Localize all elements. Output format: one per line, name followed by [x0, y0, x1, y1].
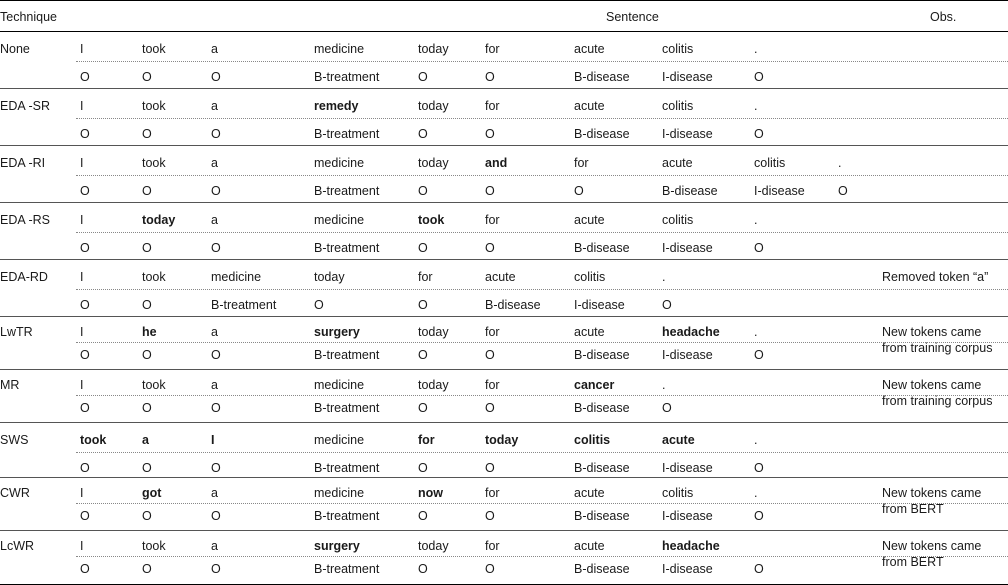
tag: B-treatment — [314, 461, 380, 475]
tag: B-disease — [574, 348, 630, 362]
token: now — [418, 486, 443, 500]
token: medicine — [314, 433, 365, 447]
tag: I-disease — [662, 70, 713, 84]
tag: B-treatment — [211, 298, 277, 312]
row-divider-dotted — [76, 61, 1008, 62]
token: took — [142, 156, 166, 170]
tag: O — [142, 298, 152, 312]
tag: O — [754, 509, 764, 523]
token: I — [80, 213, 84, 227]
token: . — [754, 99, 758, 113]
tag: I-disease — [662, 562, 713, 576]
tag: O — [418, 298, 428, 312]
tag: B-treatment — [314, 184, 380, 198]
tag: O — [80, 184, 90, 198]
technique-label: EDA -RI — [0, 156, 46, 170]
tag: O — [80, 127, 90, 141]
token: colitis — [754, 156, 786, 170]
token: for — [485, 42, 500, 56]
tag: O — [418, 241, 428, 255]
tag: O — [418, 70, 428, 84]
tag: O — [211, 348, 221, 362]
token: a — [211, 325, 218, 339]
tag: O — [80, 562, 90, 576]
token: a — [211, 42, 218, 56]
tag: O — [142, 348, 152, 362]
row-divider-dotted — [76, 289, 1008, 290]
tag: B-treatment — [314, 509, 380, 523]
tag: O — [754, 461, 764, 475]
row-divider — [0, 202, 1008, 203]
row-divider-dotted — [76, 452, 1008, 453]
obs-note: New tokens came from training corpus — [882, 325, 993, 355]
tag: O — [80, 298, 90, 312]
token: a — [211, 99, 218, 113]
token: acute — [485, 270, 516, 284]
tag: O — [485, 562, 495, 576]
tag: O — [485, 184, 495, 198]
tag: B-disease — [574, 461, 630, 475]
tag: B-disease — [574, 562, 630, 576]
token: I — [80, 270, 84, 284]
token: a — [211, 156, 218, 170]
tag: O — [838, 184, 848, 198]
token: surgery — [314, 539, 360, 553]
technique-label: LwTR — [0, 325, 33, 339]
tag: B-disease — [485, 298, 541, 312]
header-technique: Technique — [0, 10, 57, 24]
tag: B-treatment — [314, 348, 380, 362]
token: took — [142, 99, 166, 113]
row-divider — [0, 259, 1008, 260]
tag: O — [314, 298, 324, 312]
tag: O — [418, 401, 428, 415]
row-divider-dotted — [76, 175, 1008, 176]
tag: O — [211, 241, 221, 255]
tag: O — [142, 241, 152, 255]
tag: I-disease — [574, 298, 625, 312]
token: took — [142, 539, 166, 553]
row-divider — [0, 316, 1008, 317]
token: . — [662, 378, 666, 392]
token: colitis — [662, 99, 694, 113]
token: medicine — [314, 156, 365, 170]
token: colitis — [574, 270, 606, 284]
row-divider-dotted — [76, 395, 1008, 396]
tag: B-disease — [574, 127, 630, 141]
token: today — [418, 42, 449, 56]
token: . — [754, 325, 758, 339]
tag: B-disease — [574, 509, 630, 523]
token: for — [418, 433, 435, 447]
header-obs: Obs. — [930, 10, 957, 24]
token: colitis — [662, 213, 694, 227]
row-divider — [0, 145, 1008, 146]
tag: I-disease — [662, 348, 713, 362]
tag: O — [485, 241, 495, 255]
technique-label: EDA-RD — [0, 270, 48, 284]
token: and — [485, 156, 508, 170]
token: . — [838, 156, 842, 170]
tag: O — [142, 70, 152, 84]
technique-label: LcWR — [0, 539, 35, 553]
token: I — [80, 539, 84, 553]
tag: B-disease — [574, 241, 630, 255]
token: acute — [662, 433, 695, 447]
tag: O — [418, 184, 428, 198]
tag: O — [418, 127, 428, 141]
tag: I-disease — [754, 184, 805, 198]
token: medicine — [314, 213, 365, 227]
tag: O — [142, 562, 152, 576]
token: colitis — [662, 486, 694, 500]
token: took — [418, 213, 445, 227]
tag: O — [80, 509, 90, 523]
tag: B-treatment — [314, 241, 380, 255]
tag: O — [418, 348, 428, 362]
token: a — [211, 539, 218, 553]
tag: I-disease — [662, 241, 713, 255]
tag: B-treatment — [314, 70, 380, 84]
tag: O — [80, 348, 90, 362]
tag: I-disease — [662, 509, 713, 523]
obs-note: Removed token “a” — [882, 270, 989, 284]
tag: O — [485, 348, 495, 362]
tag: O — [485, 127, 495, 141]
tag: O — [211, 562, 221, 576]
technique-label: EDA -SR — [0, 99, 51, 113]
token: . — [754, 486, 758, 500]
row-divider — [0, 530, 1008, 531]
tag: O — [142, 401, 152, 415]
row-divider — [0, 369, 1008, 370]
token: I — [80, 486, 84, 500]
token: today — [418, 325, 449, 339]
token: for — [574, 156, 589, 170]
tag: O — [574, 184, 584, 198]
tag: B-treatment — [314, 562, 380, 576]
token: acute — [574, 99, 605, 113]
token: headache — [662, 325, 720, 339]
tag: O — [485, 509, 495, 523]
tag: O — [211, 184, 221, 198]
token: for — [485, 99, 500, 113]
row-divider — [0, 422, 1008, 423]
token: today — [485, 433, 519, 447]
tag: O — [211, 127, 221, 141]
token: medicine — [314, 378, 365, 392]
token: colitis — [662, 42, 694, 56]
token: today — [314, 270, 345, 284]
token: . — [662, 270, 666, 284]
token: today — [142, 213, 176, 227]
token: acute — [574, 213, 605, 227]
row-divider-dotted — [76, 342, 1008, 343]
token: acute — [574, 539, 605, 553]
token: took — [80, 433, 107, 447]
token: remedy — [314, 99, 359, 113]
token: headache — [662, 539, 720, 553]
row-divider-dotted — [76, 556, 1008, 557]
token: took — [142, 42, 166, 56]
token: for — [485, 378, 500, 392]
token: today — [418, 99, 449, 113]
tag: O — [211, 509, 221, 523]
tag: O — [754, 127, 764, 141]
token: a — [211, 486, 218, 500]
token: I — [80, 325, 84, 339]
row-divider-dotted — [76, 118, 1008, 119]
token: a — [211, 378, 218, 392]
tag: O — [142, 509, 152, 523]
token: medicine — [211, 270, 262, 284]
tag: O — [142, 461, 152, 475]
tag: O — [418, 509, 428, 523]
tag: O — [142, 127, 152, 141]
token: today — [418, 156, 449, 170]
token: medicine — [314, 42, 365, 56]
tag: O — [80, 461, 90, 475]
tag: O — [418, 461, 428, 475]
tag: O — [211, 401, 221, 415]
token: a — [211, 213, 218, 227]
tag: O — [485, 70, 495, 84]
token: acute — [574, 486, 605, 500]
token: acute — [574, 42, 605, 56]
tag: O — [211, 461, 221, 475]
obs-note: New tokens came from training corpus — [882, 378, 993, 408]
token: I — [80, 99, 84, 113]
token: for — [418, 270, 433, 284]
tag: O — [211, 70, 221, 84]
tag: O — [662, 298, 672, 312]
token: for — [485, 539, 500, 553]
technique-label: SWS — [0, 433, 29, 447]
technique-label: EDA -RS — [0, 213, 51, 227]
token: for — [485, 213, 500, 227]
tag: B-disease — [662, 184, 718, 198]
header-row — [0, 0, 1008, 32]
tag: I-disease — [662, 461, 713, 475]
token: . — [754, 42, 758, 56]
row-divider-dotted — [76, 503, 1008, 504]
token: he — [142, 325, 157, 339]
tag: O — [142, 184, 152, 198]
tag: O — [80, 241, 90, 255]
token: took — [142, 378, 166, 392]
obs-note: New tokens came from BERT — [882, 486, 982, 516]
row-divider — [0, 88, 1008, 89]
tag: B-treatment — [314, 127, 380, 141]
row-divider-dotted — [76, 232, 1008, 233]
token: for — [485, 325, 500, 339]
token: . — [754, 433, 758, 447]
tag: O — [662, 401, 672, 415]
token: a — [142, 433, 149, 447]
header-sentence: Sentence — [606, 10, 659, 24]
tag: O — [485, 461, 495, 475]
tag: O — [754, 562, 764, 576]
token: took — [142, 270, 166, 284]
technique-label: CWR — [0, 486, 30, 500]
token: today — [418, 539, 449, 553]
tag: B-treatment — [314, 401, 380, 415]
token: colitis — [574, 433, 611, 447]
tag: B-disease — [574, 401, 630, 415]
token: today — [418, 378, 449, 392]
tag: O — [754, 70, 764, 84]
token: surgery — [314, 325, 360, 339]
token: acute — [662, 156, 693, 170]
tag: I-disease — [662, 127, 713, 141]
tag: O — [754, 348, 764, 362]
technique-label: None — [0, 42, 30, 56]
token: for — [485, 486, 500, 500]
obs-note: New tokens came from BERT — [882, 539, 982, 569]
row-divider — [0, 477, 1008, 478]
token: I — [211, 433, 215, 447]
token: cancer — [574, 378, 615, 392]
tag: O — [485, 401, 495, 415]
tag: O — [80, 401, 90, 415]
token: got — [142, 486, 162, 500]
tag: O — [418, 562, 428, 576]
token: I — [80, 42, 84, 56]
technique-label: MR — [0, 378, 20, 392]
tag: B-disease — [574, 70, 630, 84]
token: medicine — [314, 486, 365, 500]
token: . — [754, 213, 758, 227]
token: I — [80, 378, 84, 392]
tag: O — [754, 241, 764, 255]
token: acute — [574, 325, 605, 339]
token: I — [80, 156, 84, 170]
tag: O — [80, 70, 90, 84]
